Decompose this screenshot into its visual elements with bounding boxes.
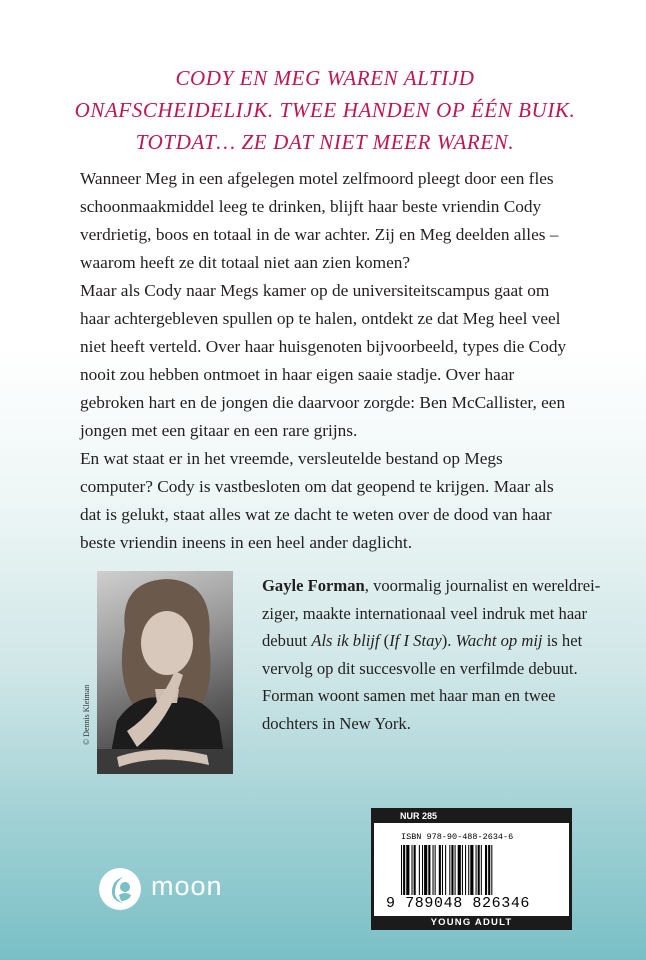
isbn-label: ISBN 978-90-488-2634-6	[401, 832, 514, 842]
publisher-logo	[99, 868, 239, 910]
barcode-bar	[412, 845, 413, 895]
barcode-bar	[470, 845, 473, 895]
barcode-panel	[371, 808, 572, 930]
bio-text: debuut	[262, 631, 312, 650]
bio-text: , voormalig journalist en wereldrei-	[364, 576, 601, 595]
barcode-bar	[433, 845, 434, 895]
bio-line-6: dochters in New York.	[262, 713, 411, 733]
blurb-paragraph-1: Wanneer Meg in een afgelegen motel zelfmoord pleegt door een fles schoonmaakmiddel leeg te drinken, blijft haar beste vriendin Cody verdrietig, boos en totaal in de war achter. Zij en Meg deelden alles – waarom heeft ze dit totaal niet aan zien komen?	[80, 169, 559, 272]
author-bio	[262, 572, 601, 737]
barcode-bar	[403, 845, 405, 895]
barcode-bars	[401, 845, 551, 895]
author-photo	[97, 571, 233, 774]
bio-line-4: vervolg op dit succesvolle en verfilmde debuut.	[262, 658, 578, 678]
barcode-bar	[455, 845, 456, 895]
tagline-line-3: TOTDAT… ZE DAT NIET MEER WAREN.	[135, 130, 515, 154]
book-title-1-english: If I Stay	[389, 631, 442, 650]
bio-text: is het	[542, 631, 583, 650]
barcode-bar	[491, 845, 492, 895]
barcode-bar	[414, 845, 416, 895]
barcode-bar	[439, 845, 441, 895]
barcode-bar	[419, 845, 420, 895]
barcode-bar	[465, 845, 466, 895]
moon-child-logo-icon	[99, 868, 141, 910]
barcode-bar	[442, 845, 443, 895]
barcode-bar	[458, 845, 461, 895]
barcode-bar	[435, 845, 436, 895]
bio-text: (	[379, 631, 390, 650]
bio-line-2: ziger, maakte internationaal veel indruk met haar	[262, 603, 588, 623]
blurb-paragraph-3: En wat staat er in het vreemde, versleutelde bestand op Megs computer? Cody is vastbesloten om dat geopend te krijgen. Maar als dat is gelukt, staat alles wat ze dacht te weten over de dood van haar beste vriendin ineens in een heel ander daglicht.	[80, 449, 554, 552]
bio-line-5: Forman woont samen met haar man en twee	[262, 686, 556, 705]
barcode-bar	[449, 845, 450, 895]
barcode-bar	[445, 845, 446, 895]
bio-text: ).	[441, 631, 456, 650]
author-portrait-image	[97, 571, 233, 774]
barcode-bar	[424, 845, 427, 895]
barcode-bar	[422, 845, 423, 895]
barcode-bar	[406, 845, 409, 895]
barcode-bar	[478, 845, 480, 895]
author-name: Gayle Forman	[262, 576, 365, 595]
barcode-bar	[485, 845, 487, 895]
publisher-name: moon	[151, 871, 223, 901]
barcode-bar	[468, 845, 469, 895]
bio-line-3	[262, 627, 583, 655]
barcode-bar	[401, 845, 402, 895]
blurb	[80, 165, 575, 557]
barcode-bar	[451, 845, 453, 895]
barcode-bar	[481, 845, 482, 895]
book-title-2: Wacht op mij	[455, 631, 543, 650]
tagline-line-1: CODY EN MEG WAREN ALTIJD	[175, 66, 475, 90]
barcode-bar	[462, 845, 463, 895]
book-title-1: Als ik blijf	[311, 631, 380, 650]
barcode-bar	[476, 845, 477, 895]
category-label: YOUNG ADULT	[430, 917, 513, 928]
tagline-line-2: ONAFSCHEIDELIJK. TWEE HANDEN OP ÉÉN BUIK.	[74, 98, 576, 122]
bio-line-1	[262, 572, 601, 600]
barcode-bar	[428, 845, 430, 895]
barcode-area	[374, 823, 569, 916]
tagline	[60, 62, 590, 158]
ean-number: 9 789048 826346	[386, 895, 531, 912]
blurb-paragraph-2: Maar als Cody naar Megs kamer op de universiteitscampus gaat om haar achtergebleven spullen op te halen, ontdekt ze dat Meg heel veel niet heeft verteld. Over haar huisgenoten bijvoorbeeld, types die Cody nooit zou hebben ontmoet in haar eigen saaie stadje. Over haar gebroken hart en de jongen die daarvoor zorgde: Ben McCallister, een jongen met een gitaar en een rare grijns.	[80, 281, 567, 440]
photo-credit: © Dennis Kleiman	[82, 684, 91, 745]
nur-code: NUR 285	[400, 811, 438, 821]
barcode-bar	[488, 845, 490, 895]
